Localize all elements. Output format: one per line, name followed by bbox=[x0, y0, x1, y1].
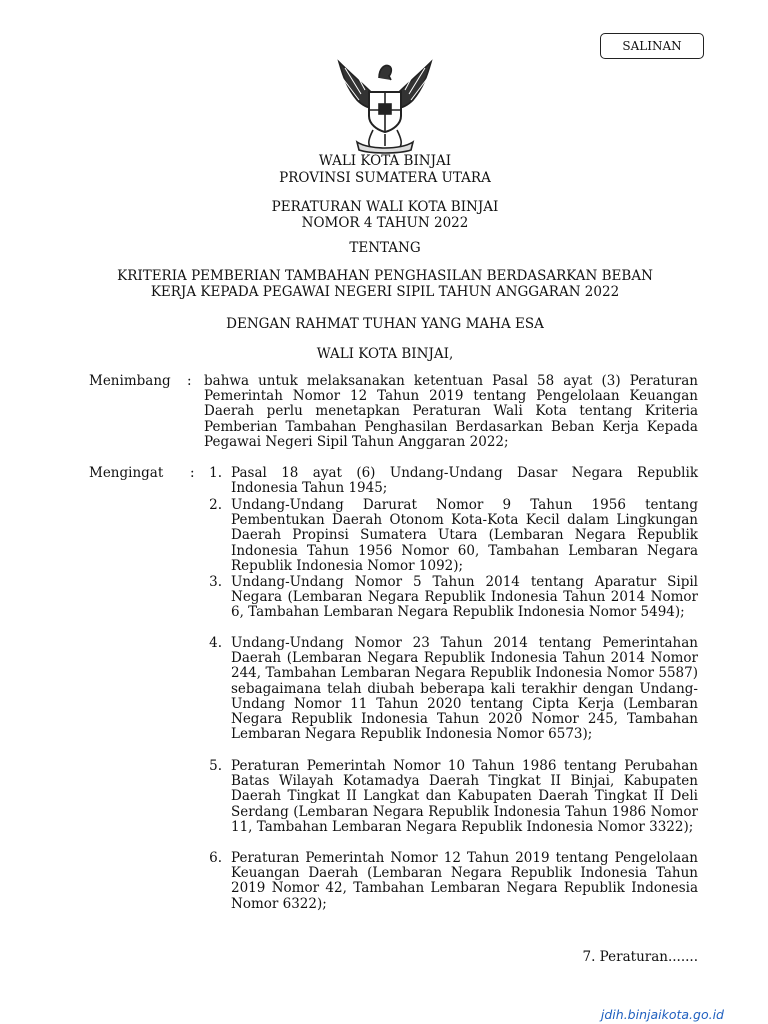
list-item-text: Peraturan Pemerintah Nomor 10 Tahun 1986 tentang Perubahan Batas Wilayah Kotamadya Daerah Tingkat II Binjai, Kabupaten Daerah Tingkat II Langkat dan Kabupaten Daerah Tingkat II Deli Serdang (Lembaran Negara Republik Indonesia Tahun 1986 Nomor 11, Tambahan Lembaran Negara Republik Indonesia Nomor 3322); bbox=[231, 758, 698, 835]
subject-line1: KRITERIA PEMBERIAN TAMBAHAN PENGHASILAN BERDASARKAN BEBAN bbox=[117, 268, 653, 284]
salinan-stamp: SALINAN bbox=[600, 33, 704, 59]
mengingat-colon: : bbox=[190, 465, 195, 481]
authority-line1: WALI KOTA BINJAI bbox=[318, 153, 452, 169]
about-heading: TENTANG bbox=[349, 240, 421, 256]
list-item-number: 6. bbox=[209, 850, 222, 866]
list-item-text: Undang-Undang Darurat Nomor 9 Tahun 1956 tentang Pembentukan Daerah Otonom Kota-Kota Kecil dalam Lingkungan Daerah Propinsi Sumatera Utara (Lembaran Negara Republik Indonesia Tahun 1956 Nomor 60, Tambahan Lembaran Negara Republik Indonesia Nomor 1092); bbox=[231, 497, 698, 574]
grace-phrase: DENGAN RAHMAT TUHAN YANG MAHA ESA bbox=[226, 316, 544, 332]
authority-line2: PROVINSI SUMATERA UTARA bbox=[279, 170, 491, 186]
menimbang-text: bahwa untuk melaksanakan ketentuan Pasal 58 ayat (3) Peraturan Pemerintah Nomor 12 Tahun 2019 tentang Pengelolaan Keuangan Daerah perlu menetapkan Peraturan Wali Kota tentang Kriteria Pemberian Tambahan Penghasilan Berdasarkan Beban Kerja Kepada Pegawai Negeri Sipil Tahun Anggaran 2022; bbox=[204, 373, 698, 450]
list-item-number: 4. bbox=[209, 635, 222, 651]
list-item-number: 2. bbox=[209, 497, 222, 513]
list-item-number: 5. bbox=[209, 758, 222, 774]
list-item-text: Peraturan Pemerintah Nomor 12 Tahun 2019 tentang Pengelolaan Keuangan Daerah (Lembaran Negara Republik Indonesia Tahun 2019 Nomor 42, Tambahan Lembaran Negara Republik Indonesia Nomor 6322); bbox=[231, 850, 698, 912]
mengingat-label: Mengingat bbox=[89, 465, 164, 481]
source-link[interactable]: jdih.binjaikota.go.id bbox=[600, 1007, 724, 1022]
regulation-title: PERATURAN WALI KOTA BINJAI bbox=[271, 199, 499, 215]
regulation-number: NOMOR 4 TAHUN 2022 bbox=[301, 215, 469, 231]
menimbang-label: Menimbang bbox=[89, 373, 171, 389]
list-item-text: Undang-Undang Nomor 23 Tahun 2014 tentang Pemerintahan Daerah (Lembaran Negara Republik Indonesia Tahun 2014 Nomor 244, Tambahan Lembaran Negara Republik Indonesia Nomor 5587) sebagaimana telah diubah beberapa kali terakhir dengan Undang-Undang Nomor 11 Tahun 2020 tentang Cipta Kerja (Lembaran Negara Republik Indonesia Tahun 2020 Nomor 245, Tambahan Lembaran Negara Republik Indonesia Nomor 6573); bbox=[231, 635, 698, 743]
list-item-text: Pasal 18 ayat (6) Undang-Undang Dasar Negara Republik Indonesia Tahun 1945; bbox=[231, 465, 698, 497]
garuda-pancasila-emblem-icon bbox=[333, 54, 437, 154]
subject-line2: KERJA KEPADA PEGAWAI NEGERI SIPIL TAHUN ANGGARAN 2022 bbox=[150, 284, 620, 300]
list-item-text: Undang-Undang Nomor 5 Tahun 2014 tentang Aparatur Sipil Negara (Lembaran Negara Republik Indonesia Tahun 2014 Nomor 6, Tambahan Lembaran Negara Republik Indonesia Nomor 5494); bbox=[231, 574, 698, 621]
list-item-number: 3. bbox=[209, 574, 222, 590]
next-page-catchword: 7. Peraturan....... bbox=[582, 949, 698, 965]
list-item-number: 1. bbox=[209, 465, 222, 481]
authority-name: WALI KOTA BINJAI, bbox=[316, 346, 454, 362]
menimbang-colon: : bbox=[187, 373, 192, 389]
